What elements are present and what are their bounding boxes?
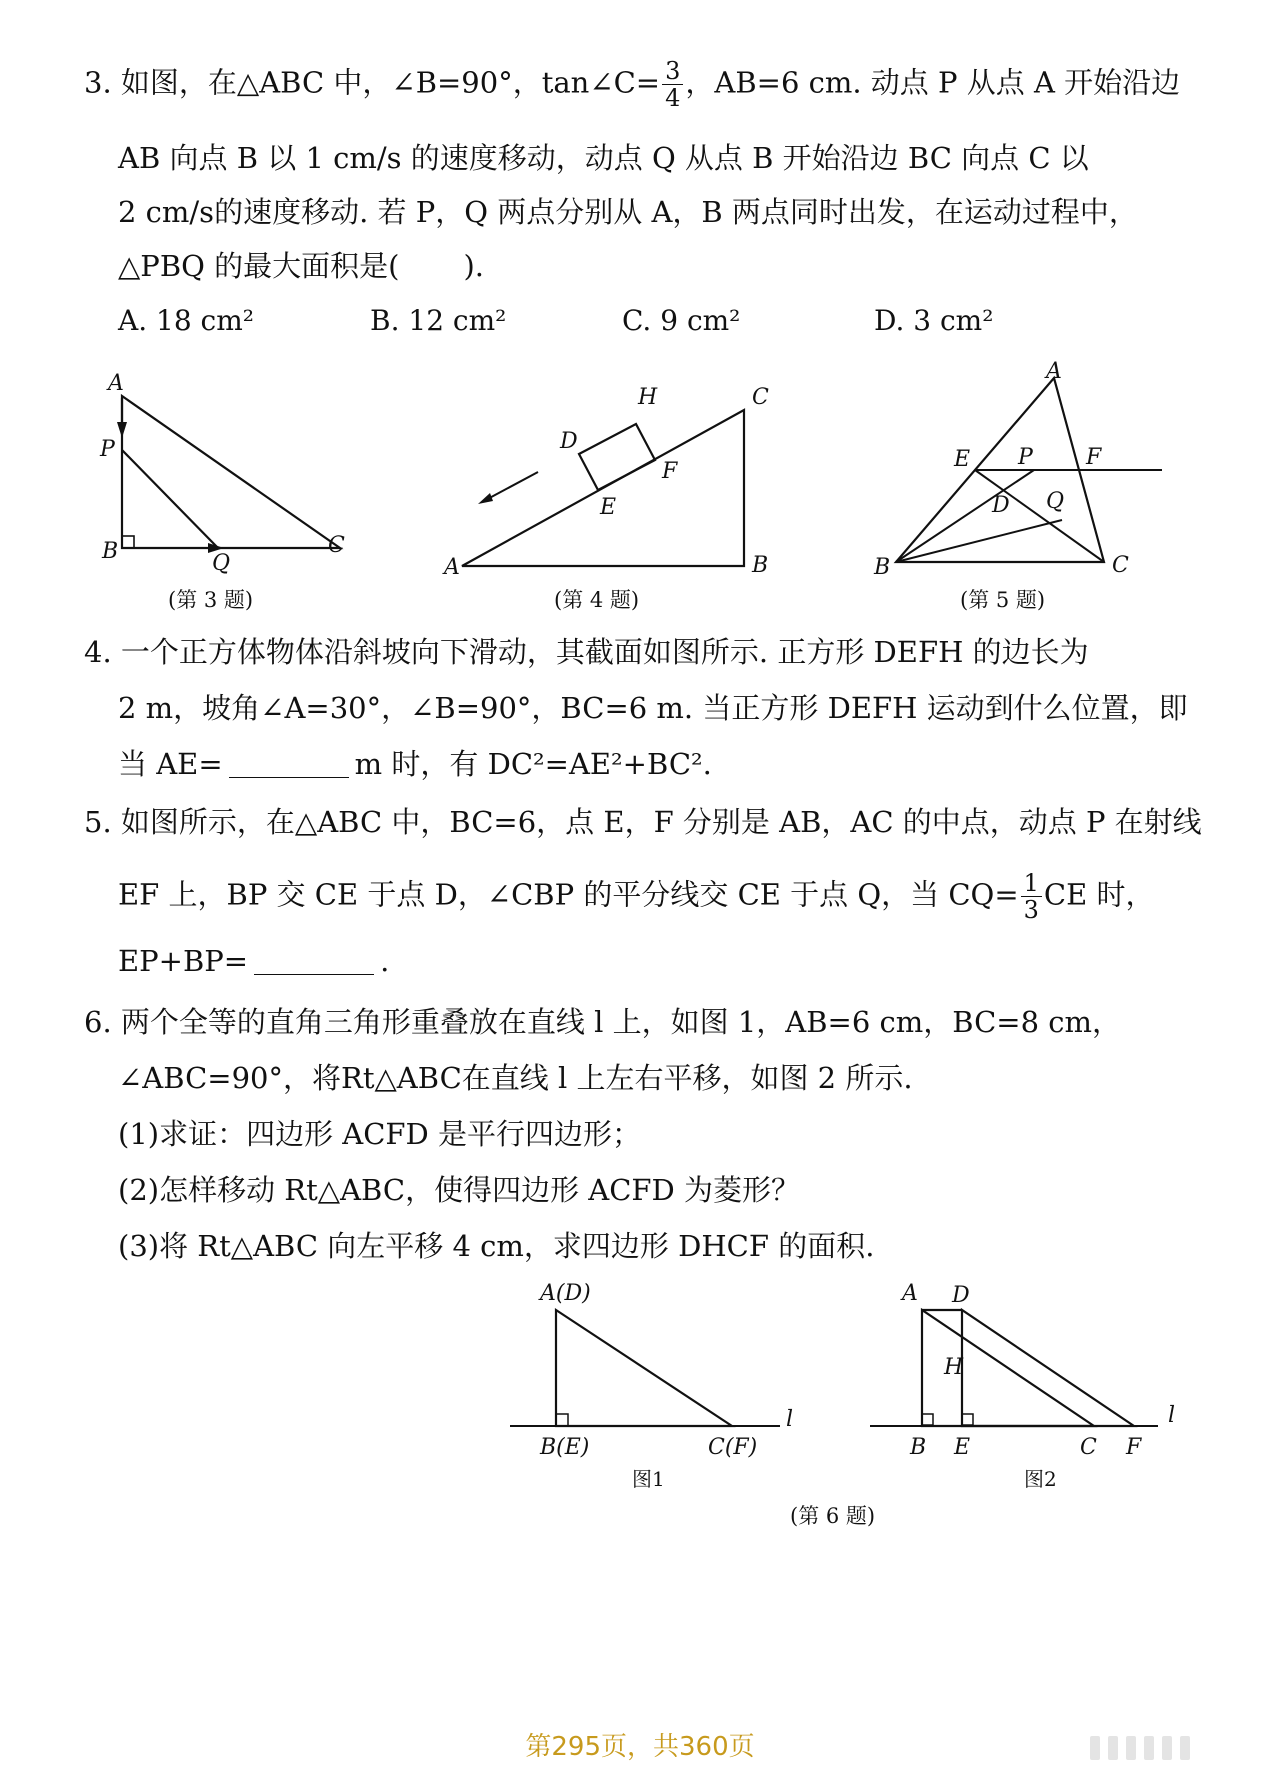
q4-line2: 2 m，坡角∠A=30°，∠B=90°，BC=6 m. 当正方形 DEFH 运动到什么位置，即 [118, 691, 1188, 725]
fig5-label-f: F [1086, 445, 1102, 470]
fig6-fig2-label-b: B [910, 1435, 927, 1460]
q5-line1: 5. 如图所示，在△ABC 中，BC=6，点 E，F 分别是 AB，AC 的中点，动点 P 在射线 [84, 805, 1202, 839]
fig4-label-h: H [638, 385, 658, 410]
fig4-label-f: F [662, 459, 678, 484]
q6-line1: 6. 两个全等的直角三角形重叠放在直线 l 上，如图 1，AB=6 cm，BC=8 cm， [84, 1005, 1121, 1039]
fig6-triangle-def [962, 1310, 1134, 1426]
page-indicator: 第295页，共360页 [525, 1732, 755, 1762]
q4-line1: 4. 一个正方体物体沿斜坡向下滑动，其截面如图所示. 正方形 DEFH 的边长为 [84, 635, 1089, 669]
q5-frac-num: 1 [1021, 870, 1042, 897]
q3-line4-b: ). [463, 249, 484, 283]
fig6-fig2-label-f: F [1126, 1435, 1142, 1460]
fig4-label-b: B [752, 553, 769, 578]
q3-line4 [118, 244, 484, 285]
fig5-label-q: Q [1046, 489, 1065, 514]
fig5-bisector-bq [896, 520, 1062, 562]
scrollbar-thumbs[interactable] [1090, 1736, 1240, 1760]
q3-frac-num: 3 [662, 58, 683, 85]
q5-line2 [118, 870, 1154, 923]
fig3-label-p: P [100, 437, 115, 462]
q4-answer-blank[interactable] [229, 751, 349, 778]
fig6-fig2-label-c: C [1080, 1435, 1097, 1460]
q3-line3: 2 cm/s的速度移动. 若 P，Q 两点分别从 A，B 两点同时出发，在运动过程中， [118, 195, 1138, 229]
q3-option-b: B. 12 cm² [370, 304, 507, 337]
q3-line4-a: △PBQ 的最大面积是( [118, 249, 400, 283]
fig4-square-defh [579, 424, 655, 490]
q4-line3-b: m 时，有 DC²=AE²+BC². [354, 747, 712, 781]
q3-line1-a: 3. 如图，在△ABC 中，∠B=90°，tan∠C= [84, 65, 661, 100]
fig3-label-a: A [108, 371, 124, 396]
fig5-label-p: P [1018, 445, 1033, 470]
q5-line3-a: EP+BP= [118, 944, 249, 978]
q5-frac-den: 3 [1023, 896, 1039, 924]
q6-sub3: (3)将 Rt△ABC 向左平移 4 cm，求四边形 DHCF 的面积. [118, 1229, 875, 1263]
q5-line2-a: EF 上，BP 交 CE 于点 D，∠CBP 的平分线交 CE 于点 Q，当 CQ= [118, 877, 1019, 912]
fig6-fig2-label-h: H [944, 1355, 964, 1380]
fig6-fig2-label-a: A [902, 1281, 918, 1306]
fig6-fig2-label-e: E [954, 1435, 971, 1460]
fig3-segment-pq [122, 450, 218, 548]
fig5-segment-bp [896, 470, 1034, 562]
q4-line3-a: 当 AE= [118, 747, 223, 781]
fig4-caption: (第 4 题) [554, 588, 640, 612]
q5-line3-b: . [380, 944, 390, 978]
fig4-label-d: D [560, 429, 578, 454]
figure-6 [500, 1276, 1200, 1496]
q5-line3 [118, 944, 389, 978]
fig3-arrow-down [117, 422, 127, 438]
fig3-triangle-abc [122, 396, 340, 548]
figure-5 [862, 352, 1182, 586]
fig5-label-a: A [1046, 359, 1062, 384]
q3-fraction [662, 58, 683, 111]
fig5-label-d: D [992, 493, 1010, 518]
fig6-caption: (第 6 题) [790, 1504, 876, 1528]
q5-fraction [1021, 870, 1042, 923]
q3-line1-b: ，AB=6 cm. 动点 P 从点 A 开始沿边 [685, 65, 1181, 100]
q3-option-d: D. 3 cm² [874, 304, 994, 337]
fig6-fig1-label-l: l [786, 1407, 794, 1432]
fig5-caption: (第 5 题) [960, 588, 1046, 612]
q3-option-a: A. 18 cm² [118, 304, 255, 337]
fig6-fig2-caption: 图2 [1024, 1467, 1057, 1491]
q6-sub1: (1)求证：四边形 ACFD 是平行四边形； [118, 1117, 642, 1151]
fig3-right-angle [122, 536, 134, 548]
fig3-label-c: C [328, 533, 345, 558]
q4-line3 [118, 742, 712, 783]
q3-frac-den: 4 [665, 84, 681, 112]
fig4-label-c: C [752, 385, 769, 410]
fig6-fig1-label-be: B(E) [540, 1435, 590, 1460]
q5-line2-b: CE 时， [1043, 877, 1155, 912]
fig4-label-e: E [600, 495, 617, 520]
q3-option-c: C. 9 cm² [622, 304, 741, 337]
fig6-fig2-label-d: D [952, 1283, 970, 1308]
fig3-caption: (第 3 题) [168, 588, 254, 612]
fig4-arrow [478, 493, 493, 504]
fig3-label-q: Q [212, 551, 231, 576]
q3-line1 [84, 58, 1180, 111]
fig6-fig1-caption: 图1 [632, 1467, 665, 1491]
q5-answer-blank[interactable] [254, 948, 374, 975]
fig4-label-a: A [444, 555, 460, 580]
fig6-triangle-1 [556, 1310, 732, 1426]
fig6-fig1-label-ad: A(D) [540, 1281, 591, 1306]
fig5-label-b: B [874, 555, 891, 580]
fig3-label-b: B [102, 539, 119, 564]
figure-4 [440, 380, 780, 580]
q6-line2: ∠ABC=90°，将Rt△ABC在直线 l 上左右平移，如图 2 所示. [118, 1061, 913, 1095]
fig6-fig2-label-l: l [1168, 1403, 1176, 1428]
fig5-label-c: C [1112, 553, 1129, 578]
q3-line2: AB 向点 B 以 1 cm/s 的速度移动，动点 Q 从点 B 开始沿边 BC 向点 C 以 [118, 141, 1089, 175]
fig6-fig1-label-cf: C(F) [708, 1435, 758, 1460]
fig5-label-e: E [954, 447, 971, 472]
figure-3 [90, 370, 380, 610]
q6-sub2: (2)怎样移动 Rt△ABC，使得四边形 ACFD 为菱形？ [118, 1173, 801, 1207]
